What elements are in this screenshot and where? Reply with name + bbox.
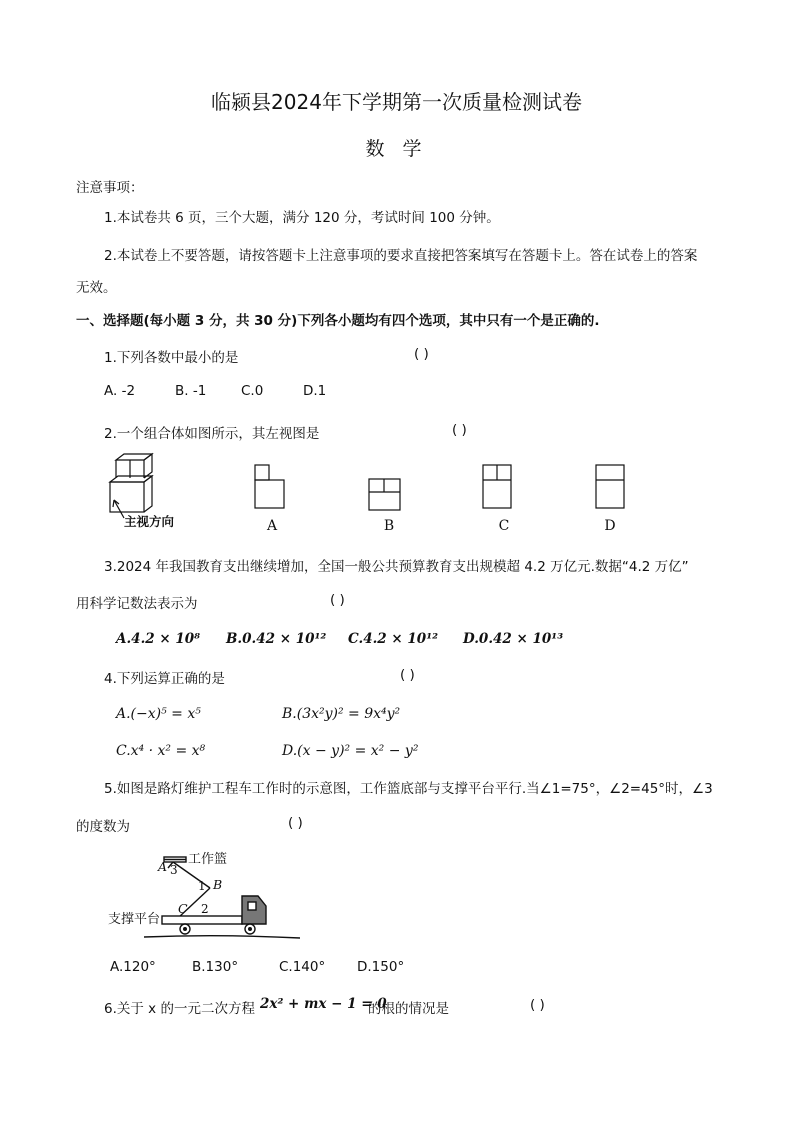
q1-option-a: A. -2 xyxy=(104,383,136,399)
q2-option-b-view xyxy=(368,478,402,512)
q3-stem-line-2: 用科学记数法表示为 xyxy=(76,596,198,612)
q3-option-a: A.4.2 × 10⁸ xyxy=(116,631,201,647)
q5-option-a: A.120° xyxy=(110,959,156,975)
q5-stem-line-2: 的度数为 xyxy=(76,819,130,835)
q3-stem-line-1: 3.2024 年我国教育支出继续增加，全国一般公共预算教育支出规模超 4.2 万亿元.数据“4.2 万亿” xyxy=(104,559,689,575)
q2-option-c-label: C xyxy=(498,518,510,534)
q3-answer-bracket: ( ) xyxy=(330,592,345,608)
q5-option-c: C.140° xyxy=(279,959,326,975)
q6-stem-suffix: 的根的情况是 xyxy=(368,1001,449,1017)
q5-point-b-label: B xyxy=(213,877,223,892)
q5-option-b: B.130° xyxy=(192,959,239,975)
q5-angle-3-label: 3 xyxy=(170,863,178,877)
q2-option-a-view xyxy=(254,464,286,510)
q2-option-d-view xyxy=(595,464,627,510)
subject-title: 数 学 xyxy=(365,138,428,160)
notice-item-1: 1.本试卷共 6 页，三个大题，满分 120 分，考试时间 100 分钟。 xyxy=(104,210,500,226)
q4-stem: 4.下列运算正确的是 xyxy=(104,671,225,687)
q2-option-d-label: D xyxy=(604,518,616,534)
q2-option-b-label: B xyxy=(383,518,395,534)
q2-stem: 2.一个组合体如图所示，其左视图是 xyxy=(104,426,320,442)
q3-option-c: C.4.2 × 10¹² xyxy=(348,631,439,647)
q4-answer-bracket: ( ) xyxy=(400,667,415,683)
q5-point-c-label: C xyxy=(178,901,188,916)
q1-answer-bracket: ( ) xyxy=(414,346,429,362)
q5-answer-bracket: ( ) xyxy=(288,815,303,831)
q5-basket-label: 工作篮 xyxy=(188,852,228,867)
q4-option-d: D.(x − y)² = x² − y² xyxy=(282,743,419,759)
notice-item-2-line-2: 无效。 xyxy=(76,280,117,296)
section-1-heading: 一、选择题(每小题 3 分，共 30 分)下列各小题均有四个选项，其中只有一个是正确的. xyxy=(76,313,600,329)
page-title: 临颍县2024年下学期第一次质量检测试卷 xyxy=(211,90,582,114)
q3-option-b: B.0.42 × 10¹² xyxy=(226,631,327,647)
notice-item-2-line-1: 2.本试卷上不要答题，请按答题卡上注意事项的要求直接把答案填写在答题卡上。答在试卷上的答案 xyxy=(104,248,698,264)
q3-option-d: D.0.42 × 10¹³ xyxy=(463,631,564,647)
q5-angle-1-label: 1 xyxy=(198,879,206,893)
q1-option-d: D.1 xyxy=(303,383,327,399)
q5-stem-line-1: 5.如图是路灯维护工程车工作时的示意图，工作篮底部与支撑平台平行.当∠1=75°，∠2=45°时，∠3 xyxy=(104,781,713,797)
q4-option-b: B.(3x²y)² = 9x⁴y² xyxy=(282,706,401,722)
notice-heading: 注意事项： xyxy=(76,180,144,196)
q5-point-a-label: A xyxy=(158,859,168,874)
q5-angle-2-label: 2 xyxy=(201,902,209,916)
q2-answer-bracket: ( ) xyxy=(452,422,467,438)
q5-platform-label: 支撑平台 xyxy=(108,912,161,927)
q2-direction-label: 主视方向 xyxy=(124,514,175,529)
q2-option-c-view xyxy=(482,464,514,510)
q6-stem-prefix: 6.关于 x 的一元二次方程 xyxy=(104,1001,255,1017)
q4-option-c: C.x⁴ · x² = x⁸ xyxy=(116,743,206,759)
q2-option-a-label: A xyxy=(266,518,278,534)
q6-answer-bracket: ( ) xyxy=(530,997,545,1013)
q1-stem: 1.下列各数中最小的是 xyxy=(104,350,239,366)
q1-option-c: C.0 xyxy=(241,383,264,399)
q1-option-b: B. -1 xyxy=(175,383,207,399)
q6-equation: 2x² + mx − 1 = 0 xyxy=(260,996,387,1012)
q5-option-d: D.150° xyxy=(357,959,405,975)
q4-option-a: A.(−x)⁵ = x⁵ xyxy=(116,706,201,722)
